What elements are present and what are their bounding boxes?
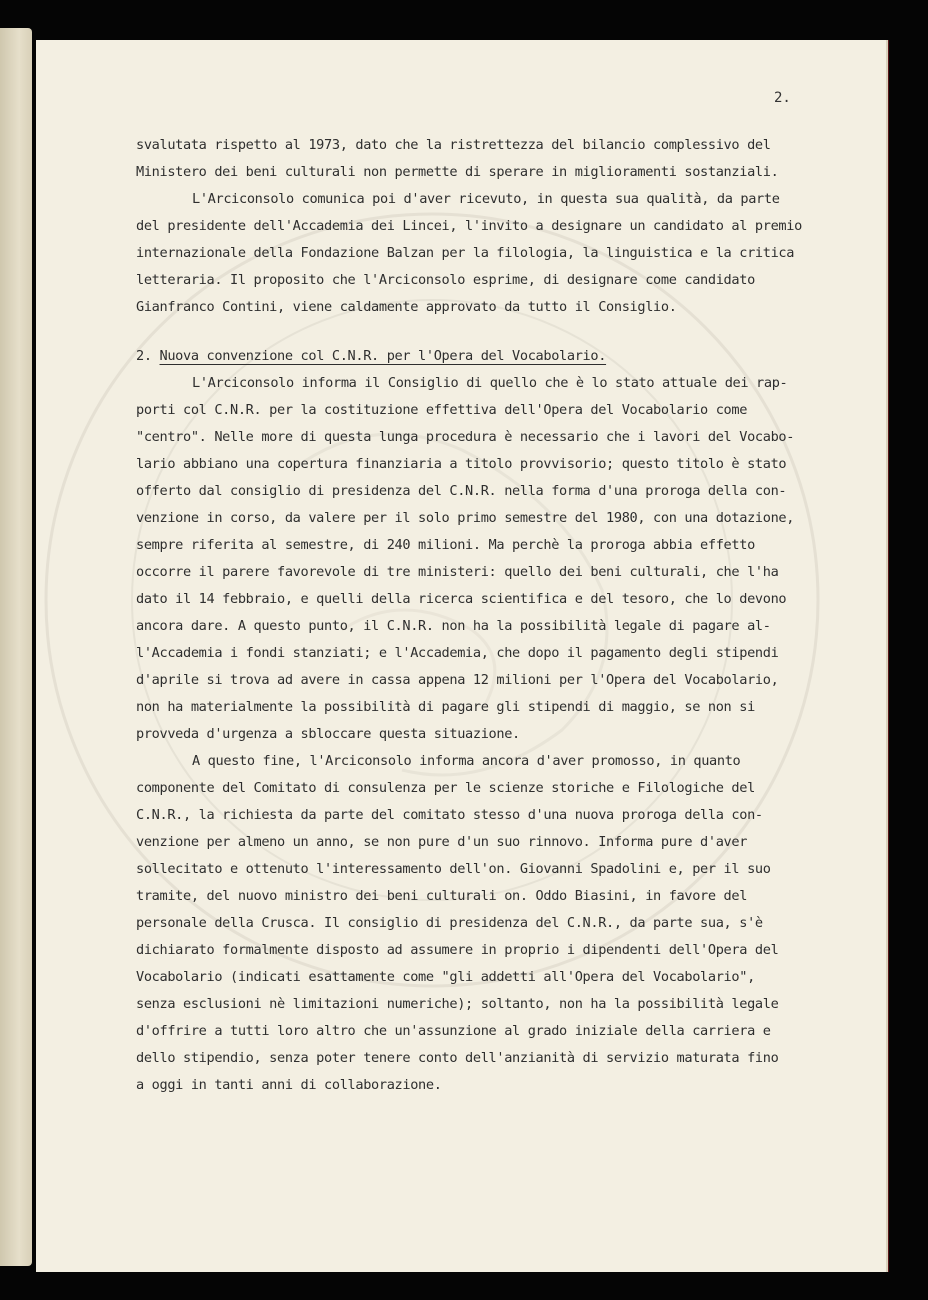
text-line: "centro". Nelle more di questa lunga procedura è necessario che i lavori del Vocabo- — [136, 429, 795, 445]
section-number: 2. — [136, 348, 152, 364]
text-line: dichiarato formalmente disposto ad assumere in proprio i dipendenti dell'Opera del — [136, 942, 779, 958]
document-body — [136, 132, 802, 1099]
text-line: C.N.R., la richiesta da parte del comitato stesso d'una nuova proroga della con- — [136, 807, 763, 823]
text-line: occorre il parere favorevole di tre ministeri: quello dei beni culturali, che l'ha — [136, 564, 779, 580]
text-line: senza esclusioni nè limitazioni numeriche); soltanto, non ha la possibilità legale — [136, 996, 779, 1012]
text-line: lario abbiano una copertura finanziaria a titolo provvisorio; questo titolo è stato — [136, 456, 787, 472]
text-line: del presidente dell'Accademia dei Lincei, l'invito a designare un candidato al premio — [136, 218, 802, 234]
paragraph-balzan — [136, 186, 802, 321]
text-line: ancora dare. A questo punto, il C.N.R. non ha la possibilità legale di pagare al- — [136, 618, 771, 634]
text-line: Ministero dei beni culturali non permette di sperare in miglioramenti sostanziali. — [136, 164, 779, 180]
text-line: Vocabolario (indicati esattamente come "gli addetti all'Opera del Vocabolario", — [136, 969, 755, 985]
text-line: provveda d'urgenza a sbloccare questa situazione. — [136, 726, 520, 742]
text-line: letteraria. Il proposito che l'Arciconsolo esprime, di designare come candidato — [136, 272, 755, 288]
facing-page-edge — [0, 28, 32, 1266]
text-line: a oggi in tanti anni di collaborazione. — [136, 1077, 442, 1093]
text-line: A questo fine, l'Arciconsolo informa ancora d'aver promosso, in quanto — [192, 753, 741, 769]
text-line: sempre riferita al semestre, di 240 milioni. Ma perchè la proroga abbia effetto — [136, 537, 755, 553]
text-line: d'aprile si trova ad avere in cassa appena 12 milioni per l'Opera del Vocabolario, — [136, 672, 779, 688]
text-line: offerto dal consiglio di presidenza del C.N.R. nella forma d'una proroga della con- — [136, 483, 787, 499]
text-line: dato il 14 febbraio, e quelli della ricerca scientifica e del tesoro, che lo devono — [136, 591, 787, 607]
page-number: 2. — [774, 90, 791, 106]
text-line: porti col C.N.R. per la costituzione effettiva dell'Opera del Vocabolario come — [136, 402, 748, 418]
text-line: L'Arciconsolo comunica poi d'aver ricevuto, in questa sua qualità, da parte — [192, 191, 780, 207]
text-line: sollecitato e ottenuto l'interessamento dell'on. Giovanni Spadolini e, per il suo — [136, 861, 771, 877]
text-line: non ha materialmente la possibilità di pagare gli stipendi di maggio, se non si — [136, 699, 755, 715]
text-line: l'Accademia i fondi stanziati; e l'Accademia, che dopo il pagamento degli stipendi — [136, 645, 779, 661]
text-line: tramite, del nuovo ministro dei beni culturali on. Oddo Biasini, in favore del — [136, 888, 748, 904]
section-heading — [136, 343, 786, 370]
text-line: componente del Comitato di consulenza per le scienze storiche e Filologiche del — [136, 780, 755, 796]
text-line: personale della Crusca. Il consiglio di presidenza del C.N.R., da parte sua, s'è — [136, 915, 763, 931]
text-line: internazionale della Fondazione Balzan per la filologia, la linguistica e la critica — [136, 245, 795, 261]
paragraph-fine — [136, 748, 786, 1099]
text-line: venzione per almeno un anno, se non pure d'un suo rinnovo. Informa pure d'aver — [136, 834, 748, 850]
text-line: svalutata rispetto al 1973, dato che la ristrettezza del bilancio complessivo del — [136, 137, 771, 153]
paragraph-cnr — [136, 370, 795, 748]
text-line: venzione in corso, da valere per il solo primo semestre del 1980, con una dotazione, — [136, 510, 795, 526]
text-line: d'offrire a tutti loro altro che un'assunzione al grado iniziale della carriera e — [136, 1023, 771, 1039]
section-title: Nuova convenzione col C.N.R. per l'Opera del Vocabolario. — [159, 348, 607, 364]
text-line: Gianfranco Contini, viene caldamente approvato da tutto il Consiglio. — [136, 299, 677, 315]
text-line: dello stipendio, senza poter tenere conto dell'anzianità di servizio maturata fino — [136, 1050, 779, 1066]
paragraph-intro — [136, 132, 786, 186]
text-line: L'Arciconsolo informa il Consiglio di quello che è lo stato attuale dei rap- — [192, 375, 788, 391]
